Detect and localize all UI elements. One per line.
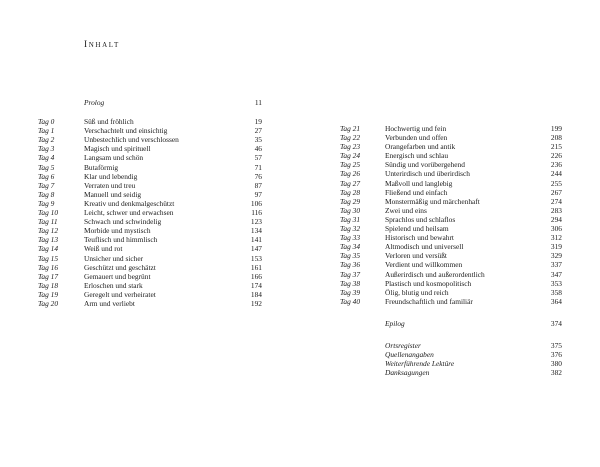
page-heading: Inhalt <box>84 40 120 50</box>
toc-entry-page: 87 <box>254 180 262 190</box>
toc-entry-day: Tag 3 <box>38 144 55 154</box>
toc-entry-title: Plastisch und kosmopolitisch <box>385 278 472 288</box>
toc-appendix-list <box>340 341 562 377</box>
toc-entry <box>38 217 262 226</box>
toc-entry-day: Tag 18 <box>38 280 59 290</box>
toc-entry <box>340 151 562 160</box>
toc-entry <box>38 181 262 190</box>
toc-entry-page: 71 <box>254 162 262 172</box>
toc-entry-title: Verraten und treu <box>84 180 136 190</box>
toc-entry-page: 35 <box>254 135 262 145</box>
toc-epilog <box>340 319 562 328</box>
toc-entry-page: 347 <box>550 269 562 279</box>
toc-entry-title: Historisch und bewahrt <box>385 233 454 243</box>
toc-entry <box>38 281 262 290</box>
toc-entry-page: 123 <box>250 217 262 227</box>
appendix-page: 376 <box>550 350 562 360</box>
toc-entry <box>38 290 262 299</box>
toc-entry-title: Unterirdisch und überirdisch <box>385 169 470 179</box>
appendix-title: Danksagungen <box>385 368 430 378</box>
toc-entry-title: Geschützt und geschätzt <box>84 262 156 272</box>
toc-entry-day: Tag 35 <box>340 251 361 261</box>
toc-right-list <box>340 124 562 306</box>
toc-entry-day: Tag 24 <box>340 151 361 161</box>
appendix-page: 375 <box>550 340 562 350</box>
toc-entry-title: Verloren und versüßt <box>385 251 447 261</box>
toc-entry <box>340 242 562 251</box>
toc-appendix-entry <box>340 368 562 377</box>
toc-entry-title: Maßvoll und langlebig <box>385 178 453 188</box>
toc-entry-page: 337 <box>550 260 562 270</box>
toc-entry <box>340 215 562 224</box>
toc-entry-page: 106 <box>250 198 262 208</box>
toc-entry <box>340 260 562 269</box>
toc-entry-title: Fließend und einfach <box>385 187 448 197</box>
toc-entry-day: Tag 36 <box>340 260 361 270</box>
toc-entry-day: Tag 5 <box>38 162 55 172</box>
toc-entry <box>340 133 562 142</box>
toc-entry-day: Tag 11 <box>38 217 58 227</box>
toc-entry-page: 161 <box>250 262 262 272</box>
toc-entry <box>340 224 562 233</box>
toc-entry-page: 116 <box>251 208 262 218</box>
toc-entry-page: 226 <box>550 151 562 161</box>
toc-entry <box>38 117 262 126</box>
toc-entry-day: Tag 30 <box>340 205 361 215</box>
toc-entry-title: Freundschaftlich und familiär <box>385 296 473 306</box>
toc-entry-day: Tag 14 <box>38 244 59 254</box>
toc-entry-day: Tag 28 <box>340 187 361 197</box>
toc-entry-title: Altmodisch und universell <box>385 242 464 252</box>
toc-entry-day: Tag 19 <box>38 289 59 299</box>
toc-entry-day: Tag 1 <box>38 126 55 136</box>
toc-entry-page: 329 <box>550 251 562 261</box>
toc-entry-title: Süß und fröhlich <box>84 117 134 127</box>
toc-entry <box>38 226 262 235</box>
toc-entry-page: 319 <box>550 242 562 252</box>
prolog-page: 11 <box>254 98 262 107</box>
toc-entry-day: Tag 17 <box>38 271 59 281</box>
toc-entry <box>340 124 562 133</box>
toc-entry <box>340 297 562 306</box>
toc-entry <box>38 263 262 272</box>
toc-entry-page: 19 <box>254 117 262 127</box>
toc-entry-title: Sündig und vorübergehend <box>385 160 465 170</box>
epilog-title: Epilog <box>385 318 405 328</box>
toc-entry-page: 199 <box>550 124 562 133</box>
toc-entry <box>38 153 262 162</box>
toc-entry-title: Teuflisch und himmlisch <box>84 235 158 245</box>
appendix-title: Quellenangaben <box>385 350 434 360</box>
toc-entry <box>38 199 262 208</box>
toc-left-list <box>38 117 262 308</box>
toc-entry <box>340 142 562 151</box>
appendix-page: 380 <box>550 359 562 369</box>
toc-entry <box>340 270 562 279</box>
toc-entry-day: Tag 16 <box>38 262 59 272</box>
toc-entry-page: 153 <box>250 253 262 263</box>
toc-entry <box>340 233 562 242</box>
toc-appendix-entry <box>340 341 562 350</box>
toc-entry-day: Tag 10 <box>38 208 59 218</box>
toc-entry-day: Tag 20 <box>38 298 59 308</box>
appendix-title: Ortsregister <box>385 340 421 350</box>
toc-entry-page: 27 <box>254 126 262 136</box>
toc-entry <box>38 254 262 263</box>
toc-entry-title: Spielend und heilsam <box>385 224 449 234</box>
epilog-page: 374 <box>550 318 562 328</box>
toc-entry-title: Manuell und seidig <box>84 189 142 199</box>
toc-entry-page: 255 <box>550 178 562 188</box>
toc-entry-title: Kreativ und denkmalgeschützt <box>84 198 175 208</box>
toc-entry-page: 358 <box>550 287 562 297</box>
toc-entry-page: 244 <box>550 169 562 179</box>
toc-entry-title: Unsicher und sicher <box>84 253 144 263</box>
toc-entry-title: Magisch und spirituell <box>84 144 151 154</box>
toc-entry-day: Tag 22 <box>340 133 361 143</box>
toc-entry-title: Weiß und rot <box>84 244 123 254</box>
toc-entry <box>38 244 262 253</box>
toc-entry-page: 312 <box>550 233 562 243</box>
toc-entry-day: Tag 23 <box>340 142 361 152</box>
toc-entry-page: 184 <box>250 289 262 299</box>
toc-entry-title: Orangefarben und antik <box>385 142 456 152</box>
toc-entry-title: Verdient und willkommen <box>385 260 463 270</box>
toc-entry-day: Tag 8 <box>38 189 55 199</box>
toc-entry-day: Tag 26 <box>340 169 361 179</box>
toc-entry <box>38 235 262 244</box>
toc-entry <box>340 188 562 197</box>
toc-entry-page: 134 <box>250 226 262 236</box>
toc-entry-title: Gemauert und begrünt <box>84 271 151 281</box>
toc-entry-page: 76 <box>254 171 262 181</box>
toc-entry <box>340 160 562 169</box>
appendix-page: 382 <box>550 368 562 378</box>
toc-entry-page: 174 <box>250 280 262 290</box>
toc-entry-day: Tag 38 <box>340 278 361 288</box>
toc-entry-day: Tag 37 <box>340 269 361 279</box>
toc-entry-page: 97 <box>254 189 262 199</box>
toc-entry-page: 208 <box>550 133 562 143</box>
toc-entry-title: Geregelt und verheiratet <box>84 289 156 299</box>
toc-entry-title: Verbunden und offen <box>385 133 448 143</box>
toc-entry-page: 283 <box>550 205 562 215</box>
toc-entry-day: Tag 4 <box>38 153 55 163</box>
toc-entry-title: Zwei und eins <box>385 205 427 215</box>
toc-entry-page: 147 <box>250 244 262 254</box>
toc-entry-title: Morbide und mystisch <box>84 226 151 236</box>
toc-entry <box>38 163 262 172</box>
toc-entry <box>340 179 562 188</box>
toc-entry-day: Tag 9 <box>38 198 55 208</box>
toc-entry-day: Tag 15 <box>38 253 59 263</box>
toc-entry <box>38 172 262 181</box>
toc-entry-day: Tag 27 <box>340 178 361 188</box>
toc-entry <box>38 126 262 135</box>
toc-entry-title: Leicht, schwer und erwachsen <box>84 208 174 218</box>
toc-left-column <box>38 98 262 308</box>
toc-entry <box>340 197 562 206</box>
toc-entry-page: 192 <box>250 298 262 308</box>
prolog-title: Prolog <box>84 98 105 107</box>
toc-entry <box>38 272 262 281</box>
toc-entry-day: Tag 31 <box>340 214 361 224</box>
toc-entry-page: 236 <box>550 160 562 170</box>
toc-entry-title: Hochwertig und fein <box>385 124 447 133</box>
toc-entry <box>340 279 562 288</box>
toc-entry-title: Verschachtelt und einsichtig <box>84 126 168 136</box>
toc-entry-title: Langsam und schön <box>84 153 144 163</box>
toc-entry-title: Arm und verliebt <box>84 298 135 308</box>
toc-entry-page: 46 <box>254 144 262 154</box>
toc-entry-title: Klar und lebendig <box>84 171 138 181</box>
toc-entry-day: Tag 40 <box>340 296 361 306</box>
toc-entry <box>38 299 262 308</box>
toc-entry-day: Tag 12 <box>38 226 59 236</box>
toc-entry-title: Sprachlos und schlaflos <box>385 214 456 224</box>
toc-entry-day: Tag 33 <box>340 233 361 243</box>
toc-entry-day: Tag 13 <box>38 235 59 245</box>
toc-entry-page: 57 <box>254 153 262 163</box>
toc-entry-title: Energisch und schlau <box>385 151 449 161</box>
toc-prolog <box>38 98 262 107</box>
toc-entry-page: 294 <box>550 214 562 224</box>
toc-entry-page: 166 <box>250 271 262 281</box>
toc-entry-page: 353 <box>550 278 562 288</box>
toc-right-column <box>340 124 562 377</box>
toc-entry-title: Schwach und schwindelig <box>84 217 162 227</box>
toc-entry-page: 364 <box>550 296 562 306</box>
toc-entry-title: Außerirdisch und außerordentlich <box>385 269 485 279</box>
toc-entry <box>38 144 262 153</box>
toc-entry <box>38 208 262 217</box>
toc-entry-day: Tag 0 <box>38 117 55 127</box>
toc-appendix-entry <box>340 350 562 359</box>
toc-entry-title: Monstermäßig und märchenhaft <box>385 196 480 206</box>
toc-entry-page: 306 <box>550 224 562 234</box>
toc-entry-title: Erloschen und stark <box>84 280 143 290</box>
toc-entry-page: 215 <box>550 142 562 152</box>
toc-entry-page: 267 <box>550 187 562 197</box>
toc-entry <box>38 190 262 199</box>
toc-entry-day: Tag 2 <box>38 135 55 145</box>
toc-entry <box>340 169 562 178</box>
toc-entry-title: Ölig, blutig und reich <box>385 287 449 297</box>
toc-appendix-entry <box>340 359 562 368</box>
toc-entry-title: Unbestechlich und verschlossen <box>84 135 179 145</box>
toc-entry-day: Tag 6 <box>38 171 55 181</box>
appendix-title: Weiterführende Lektüre <box>385 359 455 369</box>
toc-entry-day: Tag 32 <box>340 224 361 234</box>
toc-entry-day: Tag 21 <box>340 124 361 133</box>
toc-entry-day: Tag 34 <box>340 242 361 252</box>
toc-entry-day: Tag 29 <box>340 196 361 206</box>
toc-entry-page: 274 <box>550 196 562 206</box>
toc-entry-page: 141 <box>250 235 262 245</box>
toc-entry-day: Tag 25 <box>340 160 361 170</box>
toc-entry <box>340 206 562 215</box>
toc-entry-day: Tag 7 <box>38 180 55 190</box>
toc-entry <box>340 288 562 297</box>
toc-entry-day: Tag 39 <box>340 287 361 297</box>
toc-entry <box>340 251 562 260</box>
toc-entry <box>38 135 262 144</box>
toc-entry-title: Butaförmig <box>84 162 119 172</box>
